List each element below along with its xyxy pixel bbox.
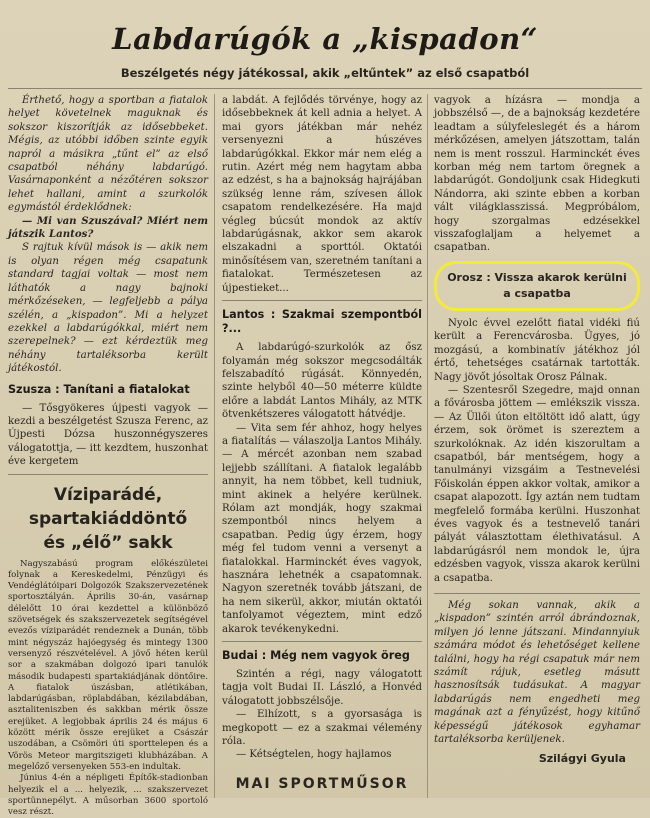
body-paragraph: — Tősgyökeres újpesti vagyok — kezdi a beszélgetést Szusza Ferenc, az Újpesti Dózsa huszonnégyszeres válogatottja, — itt kezdtem, huszonhat éve kergetem bbox=[8, 402, 209, 468]
author-signature: Szilágyi Gyula bbox=[538, 752, 626, 766]
orosz-heading-line: a csapatba bbox=[503, 286, 571, 300]
column-divider-1 bbox=[214, 94, 215, 798]
divider bbox=[222, 641, 422, 642]
closing-paragraph: Még sokan vannak, akik a „kispadon” szintén arról ábrándoznak, milyen jó lenne játszani. Mindannyiuk számára módot és lehetőséget kellene találni, hogy ha régi csapatuk már nem számít rájuk, esetleg másutt hasznosítsák tudásukat. A magyar labdarúgás nem engedheti meg magának azt a fényűzést, hogy kitűnő képességű játékosok egyhamar tartaléksorba kerüljenek. bbox=[434, 600, 640, 746]
sidebar-title-line: Víziparádé, spartakiáddöntő bbox=[28, 484, 188, 529]
body-paragraph: Szintén a régi, nagy válogatott tagja volt Budai II. László, a Honvéd válogatott jobbszélsője. bbox=[222, 669, 422, 707]
intro-paragraph: Érthető, hogy a sportban a fiatalok helyet követelnek maguknak és sokszor kiszorítják az idősebbeket. Mégis, az utóbbi időben szinte egyik napról a másikra „tűnt el” az első csapatból néhány labdarúgó. Vasárnaponként a nézőtéren sokszor lehet hallani, amint a szurkolók egymástól érdeklődnek: bbox=[8, 95, 208, 214]
article-subtitle: Beszélgetés négy játékossal, akik „eltűntek” az első csapatból bbox=[120, 66, 530, 80]
section-heading-lantos: Lantos : Szakmai szempontból ?... bbox=[222, 308, 422, 336]
column-divider-2 bbox=[427, 94, 428, 798]
column-3 bbox=[434, 94, 640, 766]
intro-paragraph: S rajtuk kívül mások is — akik nem is olyan régen még csapatunk standard tagjai voltak — most nem láthatók a nagy bajnoki mérkőzéseken, — legfeljebb a pálya szélén, a „kispadon”. Mi a helyzet ezekkel a labdarúgókkal, miért nem szerepelnek? — ezt kérdeztük meg néhány tartaléksorba került játékostól. bbox=[8, 242, 208, 375]
sidebar-body bbox=[8, 559, 208, 818]
sidebar-title bbox=[8, 483, 208, 555]
divider bbox=[434, 593, 640, 594]
intro bbox=[8, 94, 208, 376]
body-paragraph: — Vita sem fér ahhoz, hogy helyes a fiatalítás — válaszolja Lantos Mihály. — A mércét azonban nem szabad lejjebb szállítani. A fiatalok legalább annyit, ha nem többet, kell tudniuk, mint akinek a helyére kerülnek. Rólam azt mondják, hogy szakmai szempontból nincs helyem a csapatban. Pedig úgy érzem, hogy még fel tudom venni a versenyt a fiatalokkal. Harminckét éves vagyok, hasznára lehetnék a csapatomnak. Nagyon szeretnék tovább játszani, de ha nem sikerül, akkor, miután oktatói tanfolyamot végeztem, mint edző akarok tevékenykedni. bbox=[222, 422, 422, 635]
closing bbox=[434, 599, 640, 746]
sidebar-paragraph: Június 4-én a népligeti Építők-stadionban helyezik el a ... helyezik, ... szakszervezet sportünnepélyt. A műsorban 3600 sportoló vesz részt. bbox=[8, 773, 208, 818]
divider bbox=[222, 300, 422, 301]
body-paragraph: Nyolc évvel ezelőtt fiatal vidéki fiú került a Ferencvárosba. Ügyes, jó mozgású, a kombinatív játékhoz jól értő, tehetséges csatárnak tartották. Nagy jövőt jósoltak Orosz Pálnak. bbox=[434, 317, 640, 383]
divider bbox=[8, 474, 208, 475]
highlighted-heading-orosz bbox=[434, 261, 640, 311]
body-paragraph: — Kétségtelen, hogy hajlamos bbox=[236, 749, 392, 761]
footer-heading: MAI SPORTMŰSOR bbox=[235, 776, 409, 792]
body-paragraph: a labdát. A fejlődés törvénye, hogy az idősebbeknek át kell adnia a helyet. A mai gyors játékban már nehéz versenyezni a húszéves labdarúgókkal. Ekkor már nem elég a rutin. Azért még nem hagytam abba az edzést, s ha a bajnokság hajrájában szükség lenne rám, szívesen állok csapatom rendelkezésére. Ha majd végleg búcsút mondok az aktív labdarúgásnak, akkor sem akarok elszakadni a sporttól. Oktatói minősítésem van, szeretném tanítani a fiatalokat. Természetesen az újpestieket... bbox=[222, 95, 422, 294]
body-paragraph: vagyok a hízásra — mondja a jobbszélső —, de a bajnokság kezdetére leadtam a súlyfeleslegét és a három mérkőzésen, amelyen játszottam, talán nem is ment rosszul. Harminckét éves korban még nem tartom öregnek a labdarúgót. Gondoljunk csak Hidegkuti Nándorra, aki szinte ebben a korban vált világklasszissá. Megpróbálom, hogy szorgalmas edzésekkel visszafoglaljam a helyemet a csapatban. bbox=[434, 95, 640, 254]
section-heading-budai: Budai : Még nem vagyok öreg bbox=[222, 649, 410, 663]
column-2 bbox=[222, 94, 422, 762]
top-rule bbox=[8, 88, 642, 89]
body-paragraph: — Elhízott, s a gyorsasága is megkopott — ez a szakmai vélemény róla. bbox=[222, 709, 422, 748]
column-1 bbox=[8, 94, 208, 818]
body-paragraph: — Szentesről Szegedre, majd onnan a fővárosba jöttem — emlékszik vissza. — Az Üllői úton eltöltött idő alatt, úgy érzem, sok örömet is szereztem a szurkolóknak. Az idén kiszorultam a csapatból, bár mentségem, hogy a tanulmányi vizsgáim a Testnevelési Főiskolán éppen akkor voltak, amikor a csapat alapozott. Így aztán nem tudtam megfelelő formába kerülni. Huszonhat éves vagyok és a testnevelő tanári pályát választottam élethivatásul. A labdarúgásról nem mondok le, újra edzésben vagyok, vissza akarok kerülni a csapatba. bbox=[434, 384, 640, 584]
sidebar-paragraph: Nagyszabású program előkészületei folynak a Kereskedelmi, Pénzügyi és Vendéglátóipari Dolgozók Szakszervezetének sportosztályán. Április 30-án, vasárnap délelőtt 10 órai kezdettel a különböző szövetségek és szakszervezetek segítségével evezős víziparádét rendeznek a Dunán, több mint négyszáz hajóegység és mintegy 1300 versenyző részvételével. A jövő héten kerül sor a szakmában dolgozó ipari tanulók második budapesti spartakiádjának döntőire. A fiatalok úszásban, atlétikában, labdarúgásban, röplabdában, kézilabdában, asztaliteniszben és sakkban mérik össze erejüket. A legjobbak április 24 és május 6 között mérik össze erejüket a Császár uszodában, a Csömöri úti sporttelepen és a Vörös Meteor margitszigeti klubházában. A megelőző versenyeken 553-en indultak. bbox=[8, 558, 208, 772]
orosz-heading-line: Orosz : Vissza akarok kerülni bbox=[447, 270, 627, 284]
article-title: Labdarúgók a „kispadon“ bbox=[112, 22, 538, 56]
section-heading-szusza: Szusza : Tanítani a fiatalokat bbox=[8, 382, 190, 396]
body-paragraph: A labdarúgó-szurkolók az ősz folyamán még sokszor megcsodálták felszabadító rúgását. Könnyedén, szinte helyből 40—50 méterre küldte előre a labdát Lantos Mihály, az MTK ötvenkétszeres válogatott hátvédje. bbox=[222, 342, 422, 421]
sidebar-title-line: és „élő” sakk bbox=[43, 532, 173, 553]
intro-question: — Mi van Szuszával? Miért nem játszik Lantos? bbox=[8, 214, 208, 241]
